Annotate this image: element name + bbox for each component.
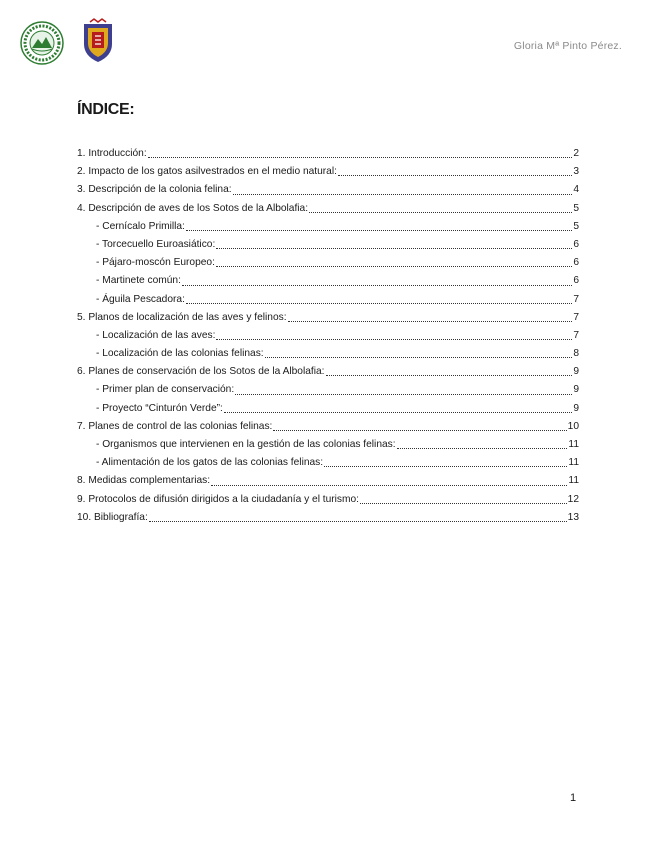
toc-entry-label: 2. Impacto de los gatos asilvestrados en el medio natural: bbox=[77, 166, 337, 178]
toc-entry-page: 2 bbox=[573, 148, 579, 159]
toc-entry[interactable] bbox=[77, 472, 579, 490]
toc-dot-leader bbox=[338, 174, 572, 176]
toc-entry-page: 6 bbox=[573, 238, 579, 250]
toc-entry-page: 9 bbox=[573, 366, 579, 378]
toc-subentry[interactable] bbox=[77, 272, 579, 290]
toc-entry-label: - Martinete común: bbox=[96, 275, 181, 287]
toc-entry-label: 4. Descripción de aves de los Sotos de la Albolafia: bbox=[77, 202, 309, 214]
toc-entry-page: 9 bbox=[573, 384, 579, 396]
toc-dot-leader bbox=[288, 320, 573, 322]
toc-entry-label: 8. Medidas complementarias: bbox=[77, 475, 211, 487]
toc-entry[interactable] bbox=[77, 181, 579, 199]
toc-entry-label: 7. Planes de control de las colonias felinas: bbox=[77, 420, 273, 432]
page-number: 1 bbox=[570, 792, 577, 804]
toc-entry-page: 11 bbox=[568, 475, 579, 487]
toc-dot-leader bbox=[273, 429, 566, 431]
toc-subentry[interactable] bbox=[77, 436, 579, 454]
toc-dot-leader bbox=[211, 484, 567, 486]
toc-dot-leader bbox=[149, 520, 567, 522]
toc-entry-label: - Localización de las colonias felinas: bbox=[96, 348, 264, 360]
toc-entry[interactable] bbox=[77, 309, 579, 327]
toc-entry-page: 12 bbox=[567, 493, 579, 505]
toc-dot-leader bbox=[148, 156, 573, 158]
table-of-contents bbox=[77, 145, 579, 527]
toc-entry-page: 11 bbox=[568, 457, 579, 469]
toc-entry-page: 3 bbox=[573, 166, 579, 178]
toc-dot-leader bbox=[309, 211, 572, 213]
toc-entry-label: - Águila Pescadora: bbox=[96, 293, 185, 305]
institution-seal-logo bbox=[20, 21, 64, 65]
toc-dot-leader bbox=[233, 193, 573, 195]
toc-dot-leader bbox=[360, 502, 567, 504]
toc-subentry[interactable] bbox=[77, 400, 579, 418]
toc-dot-leader bbox=[326, 374, 573, 376]
toc-entry-page: 8 bbox=[573, 348, 579, 360]
toc-dot-leader bbox=[216, 247, 572, 249]
toc-dot-leader bbox=[224, 411, 572, 413]
toc-entry-label: 5. Planos de localización de las aves y felinos: bbox=[77, 311, 287, 323]
toc-entry-label: - Cernícalo Primilla: bbox=[96, 220, 185, 232]
toc-dot-leader bbox=[182, 284, 572, 286]
toc-entry[interactable] bbox=[77, 418, 579, 436]
toc-title: ÍNDICE: bbox=[77, 101, 135, 118]
toc-entry-label: - Primer plan de conservación: bbox=[96, 384, 235, 396]
toc-entry-page: 4 bbox=[573, 184, 579, 196]
toc-dot-leader bbox=[216, 265, 572, 267]
toc-subentry[interactable] bbox=[77, 327, 579, 345]
toc-subentry[interactable] bbox=[77, 345, 579, 363]
toc-entry-page: 7 bbox=[573, 293, 579, 305]
author-name: Gloria Mª Pinto Pérez. bbox=[513, 40, 622, 52]
toc-entry[interactable] bbox=[77, 491, 579, 509]
toc-entry-label: - Alimentación de los gatos de las colonias felinas: bbox=[96, 457, 324, 469]
toc-entry-label: 3. Descripción de la colonia felina: bbox=[77, 184, 232, 196]
toc-dot-leader bbox=[216, 338, 572, 340]
toc-dot-leader bbox=[265, 356, 573, 358]
toc-entry-page: 9 bbox=[573, 402, 579, 414]
toc-entry-label: - Proyecto “Cinturón Verde”: bbox=[96, 402, 223, 414]
toc-subentry[interactable] bbox=[77, 254, 579, 272]
toc-subentry[interactable] bbox=[77, 218, 579, 236]
toc-entry[interactable] bbox=[77, 163, 579, 181]
toc-entry[interactable] bbox=[77, 145, 579, 163]
toc-dot-leader bbox=[186, 302, 572, 304]
toc-dot-leader bbox=[186, 229, 572, 231]
toc-entry-page: 11 bbox=[568, 439, 579, 450]
toc-entry-page: 5 bbox=[573, 202, 579, 214]
toc-entry-label: - Localización de las aves: bbox=[96, 329, 216, 341]
toc-entry-label: - Organismos que intervienen en la gestión de las colonias felinas: bbox=[96, 439, 396, 450]
toc-entry-label: - Torcecuello Euroasiático: bbox=[96, 238, 216, 250]
toc-entry-label: 1. Introducción: bbox=[77, 148, 147, 159]
university-shield-logo bbox=[80, 18, 116, 64]
toc-entry-label: 10. Bibliografía: bbox=[77, 511, 148, 523]
toc-entry-page: 13 bbox=[567, 511, 579, 523]
toc-entry-page: 10 bbox=[567, 420, 579, 432]
toc-subentry[interactable] bbox=[77, 291, 579, 309]
toc-entry[interactable] bbox=[77, 509, 579, 527]
toc-entry[interactable] bbox=[77, 363, 579, 381]
toc-subentry[interactable] bbox=[77, 454, 579, 472]
toc-entry-label: 9. Protocolos de difusión dirigidos a la ciudadanía y el turismo: bbox=[77, 493, 360, 505]
toc-entry-page: 6 bbox=[573, 275, 579, 287]
toc-entry-label: 6. Planes de conservación de los Sotos de la Albolafia: bbox=[77, 366, 325, 378]
toc-dot-leader bbox=[235, 393, 572, 395]
toc-entry-label: - Pájaro-moscón Europeo: bbox=[96, 257, 215, 269]
toc-dot-leader bbox=[397, 447, 568, 449]
toc-entry-page: 5 bbox=[573, 220, 579, 232]
toc-entry-page: 6 bbox=[573, 257, 579, 269]
toc-subentry[interactable] bbox=[77, 236, 579, 254]
toc-entry-page: 7 bbox=[573, 311, 579, 323]
toc-entry-page: 7 bbox=[573, 329, 579, 341]
toc-entry[interactable] bbox=[77, 200, 579, 218]
toc-subentry[interactable] bbox=[77, 381, 579, 399]
toc-dot-leader bbox=[324, 465, 567, 467]
